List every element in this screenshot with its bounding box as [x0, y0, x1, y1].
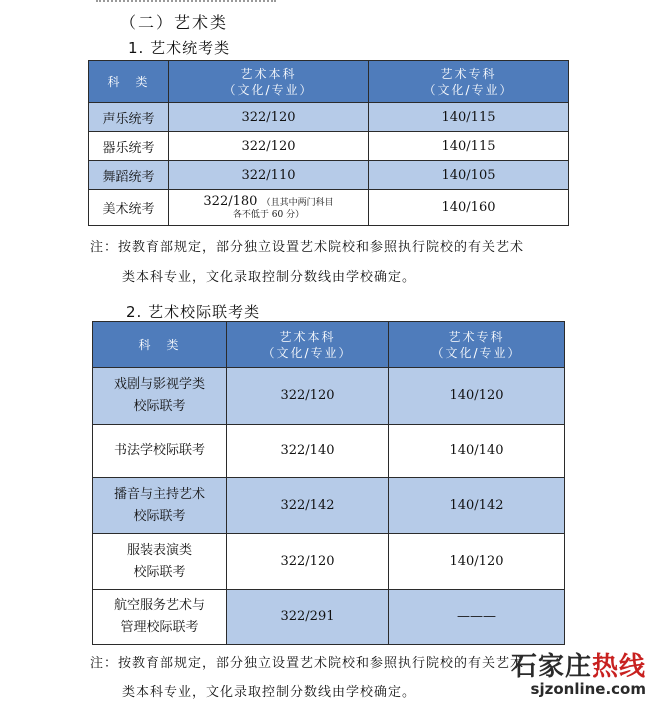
col-header-associate: 艺术专科 （文化/专业） — [369, 61, 569, 103]
table2-note-line2: 类本科专业，文化录取控制分数线由学校确定。 — [122, 685, 417, 700]
table-row — [93, 478, 565, 534]
row-category: 美术统考 — [89, 190, 169, 226]
row-category: 舞蹈统考 — [89, 161, 169, 190]
table-art-unified-exam — [88, 60, 569, 226]
site-watermark-logo — [496, 653, 646, 701]
table-row — [89, 132, 569, 161]
row-bachelor-score: 322/142 — [227, 478, 389, 534]
row-bachelor-score: 322/120 — [227, 534, 389, 590]
table-row — [93, 534, 565, 590]
table-row — [93, 590, 565, 645]
table-row — [93, 425, 565, 478]
table2-note-line1: 注：按教育部规定，部分独立设置艺术院校和参照执行院校的有关艺术 — [90, 656, 525, 671]
table-row — [89, 190, 569, 226]
table-row — [89, 161, 569, 190]
row-bachelor-score: 322/120 — [169, 132, 369, 161]
row-category: 航空服务艺术与 管理校际联考 — [93, 590, 227, 645]
section-title: （二）艺术类 — [120, 13, 229, 32]
col-header-bachelor: 艺术本科 （文化/专业） — [227, 322, 389, 368]
col-header-category: 科 类 — [89, 61, 169, 103]
row-bachelor-score: 322/120 — [169, 103, 369, 132]
table-row — [93, 368, 565, 425]
col-header-bachelor: 艺术本科 （文化/专业） — [169, 61, 369, 103]
table-art-joint-exam — [92, 321, 565, 645]
table1-note-line1: 注：按教育部规定，部分独立设置艺术院校和参照执行院校的有关艺术 — [90, 240, 525, 255]
table-row — [89, 103, 569, 132]
table2-title: 2. 艺术校际联考类 — [126, 303, 261, 321]
row-bachelor-score: 322/110 — [169, 161, 369, 190]
row-category: 播音与主持艺术 校际联考 — [93, 478, 227, 534]
table1-title: 1. 艺术统考类 — [128, 39, 231, 57]
row-associate-score: 140/115 — [369, 103, 569, 132]
row-category: 服装表演类 校际联考 — [93, 534, 227, 590]
row-associate-score: 140/115 — [369, 132, 569, 161]
table1-note-line2: 类本科专业，文化录取控制分数线由学校确定。 — [122, 270, 417, 285]
top-divider — [96, 0, 276, 6]
row-category: 戏剧与影视学类 校际联考 — [93, 368, 227, 425]
row-associate-score: 140/142 — [389, 478, 565, 534]
watermark-url: sjzonline.com — [530, 680, 646, 698]
col-header-category: 科 类 — [93, 322, 227, 368]
row-category: 书法学校际联考 — [93, 425, 227, 478]
row-bachelor-score: 322/120 — [227, 368, 389, 425]
row-bachelor-score: 322/291 — [227, 590, 389, 645]
row-category: 声乐统考 — [89, 103, 169, 132]
row-associate-score: ——— — [389, 590, 565, 645]
row-associate-score: 140/120 — [389, 534, 565, 590]
row-category: 器乐统考 — [89, 132, 169, 161]
row-associate-score: 140/140 — [389, 425, 565, 478]
row-bachelor-score: 322/180 （且其中两门科目 各不低于 60 分） — [169, 190, 369, 226]
col-header-associate: 艺术专科 （文化/专业） — [389, 322, 565, 368]
row-associate-score: 140/105 — [369, 161, 569, 190]
row-bachelor-score: 322/140 — [227, 425, 389, 478]
watermark-name-a: 石家庄 — [510, 652, 592, 682]
row-associate-score: 140/160 — [369, 190, 569, 226]
row-associate-score: 140/120 — [389, 368, 565, 425]
watermark-name-b: 热线 — [591, 652, 646, 682]
